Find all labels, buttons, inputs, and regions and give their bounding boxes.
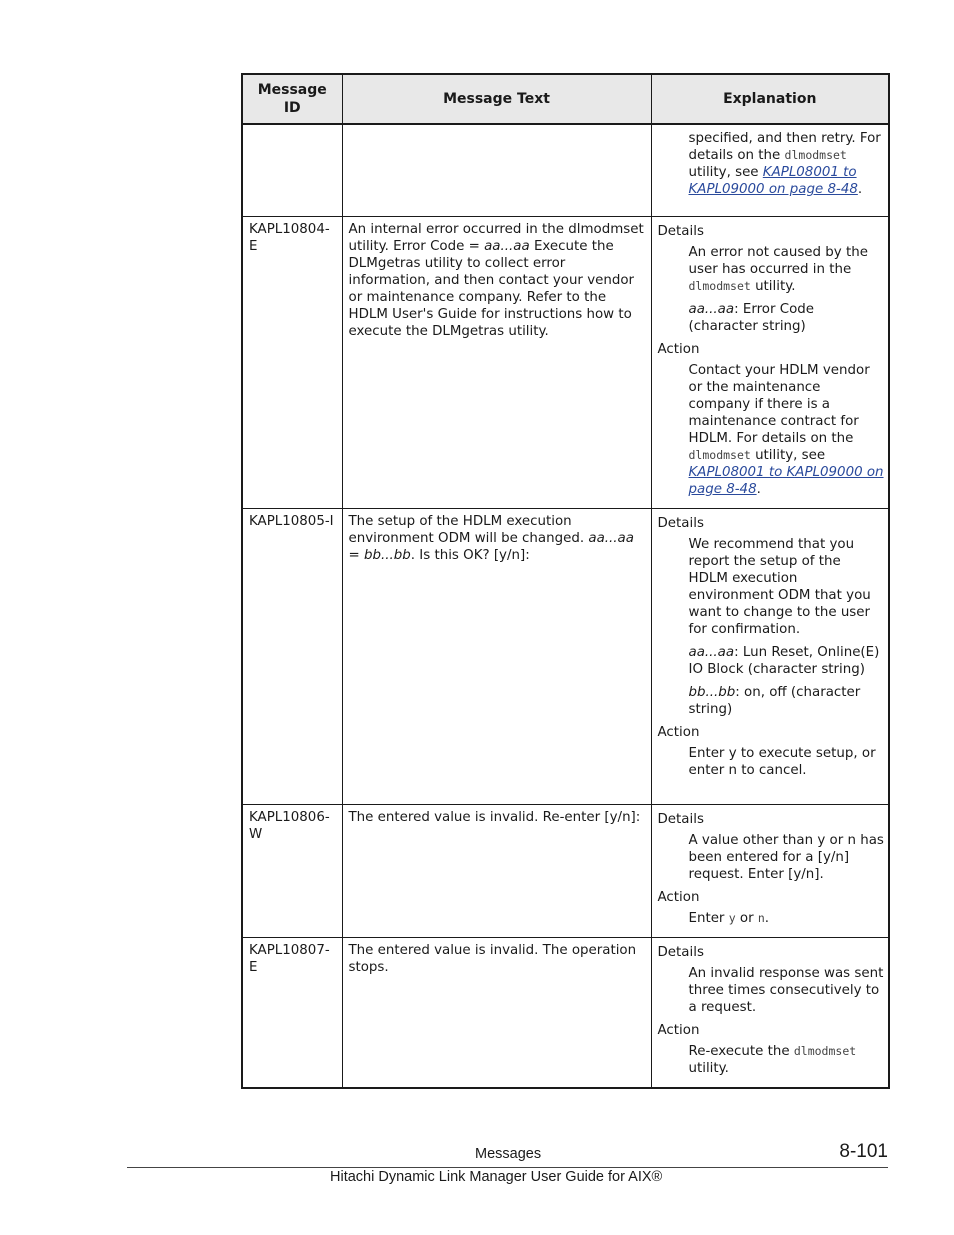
action-label: Action [657,1022,700,1038]
explanation-cell [651,216,889,508]
details-label: Details [657,811,704,827]
explanation-cell [651,937,889,1088]
table-row [242,124,889,216]
command-name: dlmodmset [793,1043,857,1058]
action-paragraph: Contact your HDLM vendor or the maintenance company if there is a maintenance contract for HDLM. For details on the dlmodmset utility, see KAPL08001 to KAPL09000 on page 8-48. [688,362,884,497]
details-paragraph: bb...bb: on, off (character string) [688,684,861,717]
message-text-cell: An internal error occurred in the dlmodmset utility. Error Code = aa...aa Execute the DLMgetras utility to collect error information, and then contact your vendor or maintenance company. Refer to the HDLM User's Guide for instructions how to execute the DLMgetras utility. [342,216,651,508]
action-paragraph: Re-execute the dlmodmset utility. [688,1043,857,1076]
table-row [242,216,889,508]
details-label: Details [657,515,704,531]
action-label: Action [657,724,700,740]
action-label: Action [657,889,700,905]
message-text-cell [342,124,651,216]
header-explanation: Explanation [651,74,889,124]
footer-section-name: Messages [475,1146,542,1162]
details-paragraph: An error not caused by the user has occurred in the dlmodmset utility. [688,244,868,294]
details-paragraph: An invalid response was sent three times consecutively to a request. [688,965,884,1015]
explanation-paragraph: specified, and then retry. For details on the dlmodmset utility, see KAPL08001 to KAPL09000 on page 8-48. [688,131,881,197]
details-label: Details [657,944,704,960]
message-id-cell: KAPL10804-E [242,216,342,508]
page-number: 8-101 [839,1141,888,1162]
table-row [242,804,889,937]
message-table [241,73,890,1089]
message-text-cell: The setup of the HDLM execution environment ODM will be changed. aa...aa = bb...bb. Is this OK? [y/n]: [342,508,651,804]
message-id-cell [242,124,342,216]
command-name: dlmodmset [688,278,751,293]
cross-reference-link[interactable]: KAPL08001 to KAPL09000 on page 8-48 [688,165,858,197]
message-id-cell: KAPL10806-W [242,804,342,937]
footer-document-title: Hitachi Dynamic Link Manager User Guide for AIX® [330,1169,663,1185]
details-paragraph: aa...aa: Lun Reset, Online(E) IO Block (character string) [688,644,880,677]
command-name: dlmodmset [688,447,751,462]
explanation-cell [651,124,889,216]
details-label: Details [657,223,704,239]
message-text-cell: The entered value is invalid. The operation stops. [342,937,651,1088]
explanation-cell [651,508,889,804]
details-paragraph: aa...aa: Error Code (character string) [688,301,815,334]
details-paragraph: We recommend that you report the setup of the HDLM execution environment ODM that you want to change to the user for confirmation. [688,536,871,637]
message-id-cell: KAPL10805-I [242,508,342,804]
action-label: Action [657,341,700,357]
explanation-cell [651,804,889,937]
table-header-row [242,74,889,124]
table-row [242,508,889,804]
footer-divider [127,1167,888,1168]
action-paragraph: Enter y or n. [688,910,770,926]
message-id-cell: KAPL10807-E [242,937,342,1088]
header-message-text: Message Text [342,74,651,124]
message-text-cell: The entered value is invalid. Re-enter [y/n]: [342,804,651,937]
command-name: dlmodmset [784,148,847,162]
cross-reference-link[interactable]: KAPL08001 to KAPL09000 on page 8-48 [688,464,884,497]
table-row [242,937,889,1088]
action-paragraph: Enter y to execute setup, or enter n to cancel. [688,745,876,778]
header-message-id: Message ID [242,74,342,124]
details-paragraph: A value other than y or n has been entered for a [y/n] request. Enter [y/n]. [688,832,884,882]
